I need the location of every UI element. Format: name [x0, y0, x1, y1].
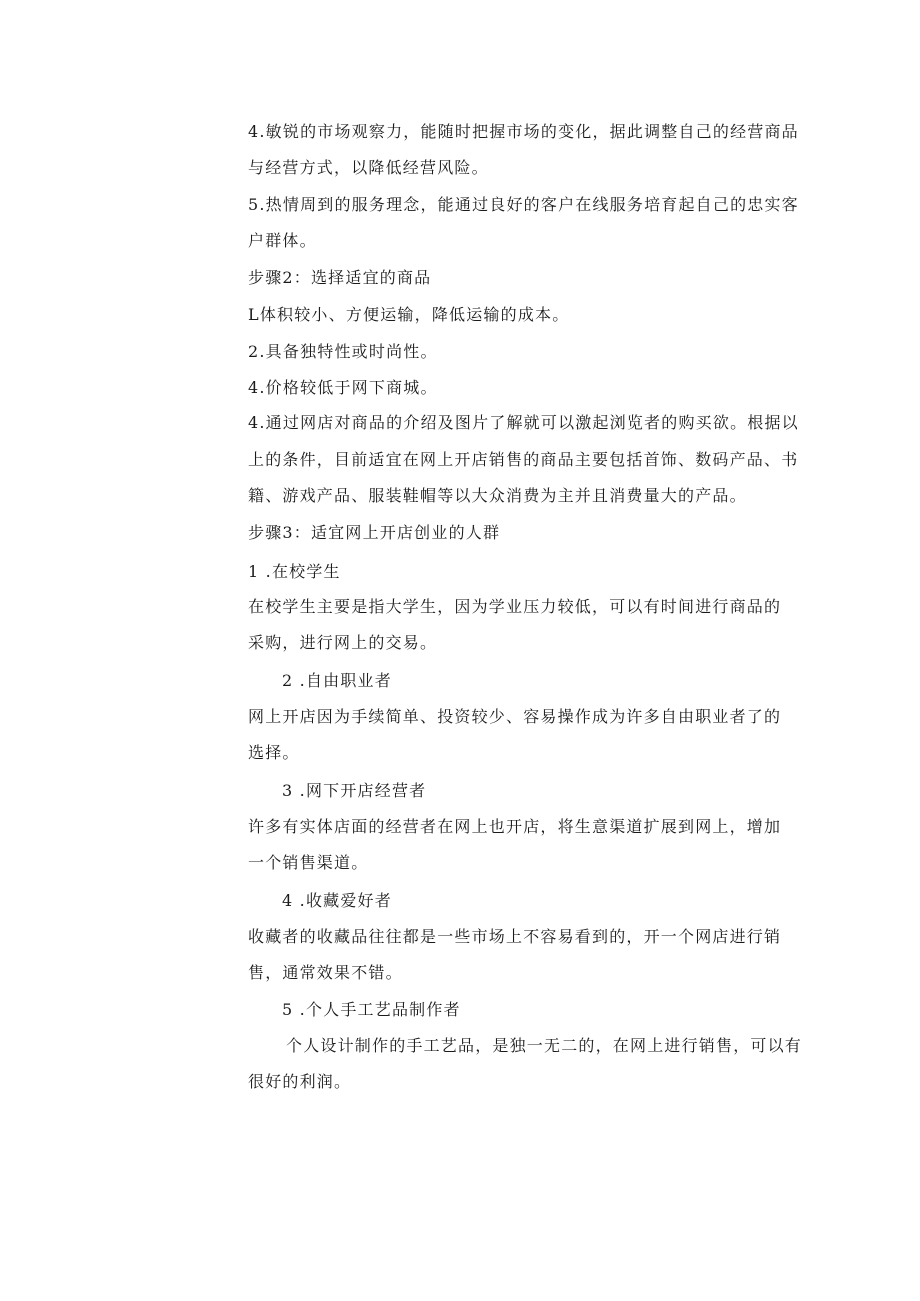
list-heading-students: 1 .在校学生 — [248, 562, 341, 581]
list-heading-freelancers: 2 .自由职业者 — [282, 671, 392, 690]
list-heading-collectors: 4 .收藏爱好者 — [282, 891, 392, 910]
text-line: 一个销售渠道。 — [248, 853, 369, 872]
text-line: 4.通过网店对商品的介绍及图片了解就可以激起浏览者的购买欲。根据以 — [248, 413, 799, 432]
text-line: 4.价格较低于网下商城。 — [248, 378, 438, 397]
text-line: L体积较小、方便运输，降低运输的成本。 — [248, 305, 570, 324]
list-heading-craft-makers: 5 .个人手工艺品制作者 — [282, 1000, 461, 1019]
text-line: 售，通常效果不错。 — [248, 963, 403, 982]
text-line: 籍、游戏产品、服装鞋帽等以大众消费为主并且消费量大的产品。 — [248, 486, 747, 505]
text-line: 户群体。 — [248, 231, 317, 250]
text-line: 采购，进行网上的交易。 — [248, 633, 438, 652]
text-line: 在校学生主要是指大学生，因为学业压力较低，可以有时间进行商品的 — [248, 597, 782, 616]
list-heading-offline-shop-owners: 3 .网下开店经营者 — [282, 781, 427, 800]
text-line: 与经营方式，以降低经营风险。 — [248, 158, 489, 177]
text-line: 4.敏锐的市场观察力，能随时把握市场的变化，据此调整自己的经营商品 — [248, 122, 799, 141]
section-heading-step3: 步骤3：适宜网上开店创业的人群 — [248, 523, 501, 542]
text-line: 网上开店因为手续简单、投资较少、容易操作成为许多自由职业者了的 — [248, 707, 782, 726]
text-line: 个人设计制作的手工艺品，是独一无二的，在网上进行销售，可以有 — [286, 1036, 803, 1055]
text-line: 2.具备独特性或时尚性。 — [248, 342, 438, 361]
text-line: 收藏者的收藏品往往都是一些市场上不容易看到的，开一个网店进行销 — [248, 927, 782, 946]
text-line: 很好的利润。 — [248, 1072, 352, 1091]
text-line: 上的条件，目前适宜在网上开店销售的商品主要包括首饰、数码产品、书 — [248, 450, 799, 469]
section-heading-step2: 步骤2：选择适宜的商品 — [248, 268, 432, 287]
text-line: 许多有实体店面的经营者在网上也开店，将生意渠道扩展到网上，增加 — [248, 817, 782, 836]
text-line: 5.热情周到的服务理念，能通过良好的客户在线服务培育起自己的忠实客 — [248, 195, 799, 214]
text-line: 选择。 — [248, 743, 300, 762]
